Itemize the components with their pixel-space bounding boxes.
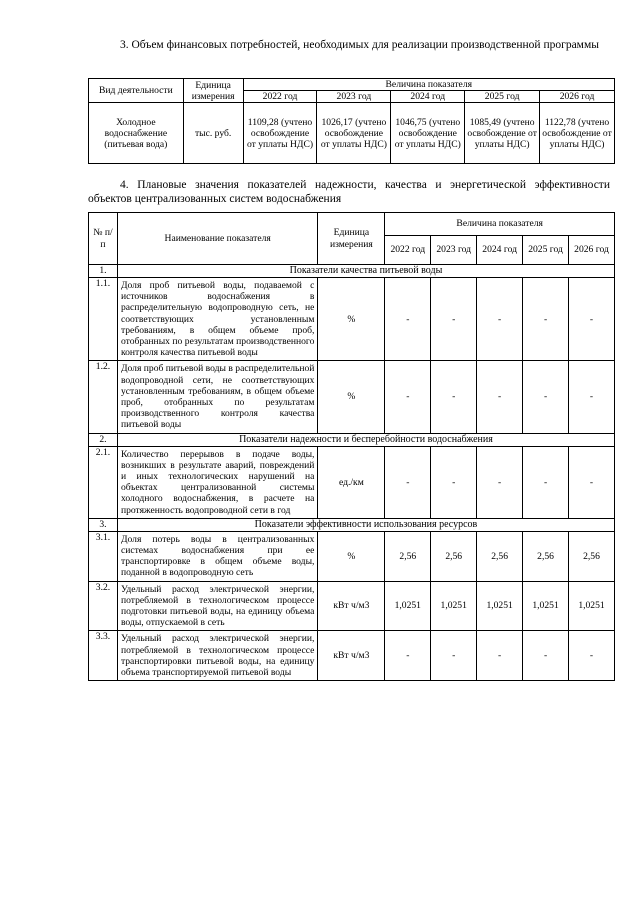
section-row <box>89 433 615 446</box>
table-row <box>89 631 615 681</box>
value-cell: - <box>431 278 477 361</box>
year-header: 2025 год <box>465 91 540 103</box>
section-row <box>89 518 615 531</box>
table-row <box>89 446 615 518</box>
value-cell: 2,56 <box>477 531 523 581</box>
value-cell: - <box>477 446 523 518</box>
activity-cell: Холодное водоснабжение (питьевая вода) <box>89 103 184 164</box>
table-row <box>89 278 615 361</box>
row-num: 3.1. <box>89 531 118 581</box>
row-num: 1.1. <box>89 278 118 361</box>
unit-cell: % <box>318 278 385 361</box>
table-row <box>89 361 615 433</box>
col-value-header: Величина показателя <box>243 79 614 91</box>
value-cell: - <box>477 361 523 433</box>
value-cell: - <box>569 631 615 681</box>
section-row <box>89 265 615 278</box>
value-cell: 2,56 <box>523 531 569 581</box>
section-3-heading <box>88 38 610 52</box>
section-3-heading-text: 3. Объем финансовых потребностей, необходимых для реализации производственной программы <box>120 39 599 51</box>
year-header: 2025 год <box>523 236 569 265</box>
section-title: Показатели надежности и бесперебойности водоснабжения <box>117 433 614 446</box>
col-value-header: Величина показателя <box>385 213 615 236</box>
value-cell: - <box>569 278 615 361</box>
row-num: 3.3. <box>89 631 118 681</box>
table-row <box>89 103 615 164</box>
section-title: Показатели эффективности использования ресурсов <box>117 518 614 531</box>
value-cell: - <box>477 631 523 681</box>
value-cell: 1085,49 (учтено освобождение от уплаты НДС) <box>465 103 540 164</box>
value-cell: - <box>385 278 431 361</box>
value-cell: 1026,17 (учтено освобождение от уплаты НДС) <box>317 103 391 164</box>
value-cell: 2,56 <box>431 531 477 581</box>
unit-cell: ед./км <box>318 446 385 518</box>
col-unit-header: Единица измерения <box>318 213 385 265</box>
value-cell: 1,0251 <box>523 581 569 631</box>
section-num: 1. <box>89 265 118 278</box>
value-cell: 1,0251 <box>385 581 431 631</box>
unit-cell: % <box>318 531 385 581</box>
col-unit-header: Единица измерения <box>183 79 243 103</box>
section-4-heading-text: 4. Плановые значения показателей надежности, качества и энергетической эффективности объектов централизованных систем водоснабжения <box>88 179 610 205</box>
indicator-name: Удельный расход электрической энергии, потребляемой в технологическом процессе транспортировки питьевой воды, на единицу объема транспортируемой питьевой воды <box>117 631 317 681</box>
value-cell: - <box>385 631 431 681</box>
section-num: 3. <box>89 518 118 531</box>
indicator-name: Удельный расход электрической энергии, потребляемой в технологическом процессе подготовки питьевой воды, на единицу объема воды, отпускаемой в сеть <box>117 581 317 631</box>
value-cell: 2,56 <box>385 531 431 581</box>
value-cell: - <box>569 446 615 518</box>
unit-cell: кВт ч/м3 <box>318 581 385 631</box>
value-cell: 1109,28 (учтено освобождение от уплаты НДС) <box>243 103 317 164</box>
value-cell: - <box>431 446 477 518</box>
value-cell: - <box>385 361 431 433</box>
value-cell: 1,0251 <box>569 581 615 631</box>
indicator-name: Количество перерывов в подаче воды, возникших в результате аварий, повреждений и иных технологических нарушений на объектах централизованной системы холодного водоснабжения, в расчете на протяженность водопроводной сети в год <box>117 446 317 518</box>
year-header: 2026 год <box>569 236 615 265</box>
row-num: 3.2. <box>89 581 118 631</box>
value-cell: - <box>523 361 569 433</box>
year-header: 2024 год <box>477 236 523 265</box>
value-cell: - <box>523 446 569 518</box>
row-num: 2.1. <box>89 446 118 518</box>
indicators-table <box>88 212 615 681</box>
table-row <box>89 581 615 631</box>
value-cell: 1,0251 <box>477 581 523 631</box>
section-num: 2. <box>89 433 118 446</box>
indicator-name: Доля проб питьевой воды, подаваемой с источников водоснабжения в распределительную водопроводную сеть, не соответствующих установленным требованиям, в общем объеме проб, отобранных по результатам производственного контроля качества питьевой воды <box>117 278 317 361</box>
year-header: 2022 год <box>243 91 317 103</box>
value-cell: - <box>431 361 477 433</box>
year-header: 2024 год <box>391 91 465 103</box>
section-4-heading <box>88 178 610 206</box>
value-cell: - <box>431 631 477 681</box>
year-header: 2023 год <box>317 91 391 103</box>
unit-cell: % <box>318 361 385 433</box>
value-cell: - <box>523 278 569 361</box>
value-cell: - <box>477 278 523 361</box>
value-cell: - <box>385 446 431 518</box>
table-row <box>89 531 615 581</box>
indicator-name: Доля потерь воды в централизованных системах водоснабжения при ее транспортировке в общем объеме воды, поданной в водопроводную сеть <box>117 531 317 581</box>
indicator-name: Доля проб питьевой воды в распределительной водопроводной сети, не соответствующих установленным требованиям, в общем объеме проб, отобранных по результатам производственного контроля качества питьевой воды <box>117 361 317 433</box>
financial-needs-table <box>88 78 615 164</box>
col-name-header: Наименование показателя <box>117 213 317 265</box>
value-cell: - <box>523 631 569 681</box>
year-header: 2023 год <box>431 236 477 265</box>
row-num: 1.2. <box>89 361 118 433</box>
unit-cell: тыс. руб. <box>183 103 243 164</box>
value-cell: 1046,75 (учтено освобождение от уплаты НДС) <box>391 103 465 164</box>
year-header: 2026 год <box>540 91 615 103</box>
col-activity-header: Вид деятельности <box>89 79 184 103</box>
value-cell: 1,0251 <box>431 581 477 631</box>
year-header: 2022 год <box>385 236 431 265</box>
section-title: Показатели качества питьевой воды <box>117 265 614 278</box>
value-cell: - <box>569 361 615 433</box>
col-num-header: № п/п <box>89 213 118 265</box>
value-cell: 1122,78 (учтено освобождение от уплаты НДС) <box>540 103 615 164</box>
unit-cell: кВт ч/м3 <box>318 631 385 681</box>
value-cell: 2,56 <box>569 531 615 581</box>
